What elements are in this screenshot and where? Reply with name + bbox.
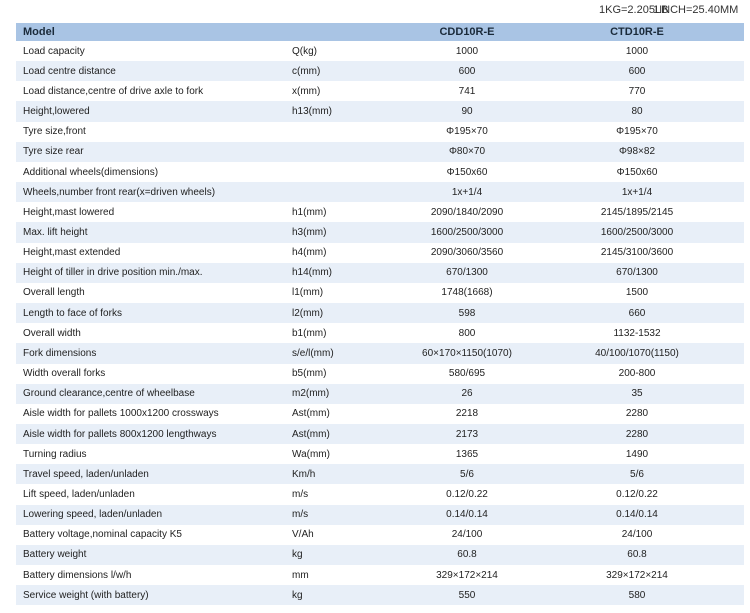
row-value-ctd10r-e: 0.14/0.14 xyxy=(616,509,658,521)
row-value-cdd10r-e: 5/6 xyxy=(460,468,474,480)
row-value-ctd10r-e: 580 xyxy=(628,589,646,601)
table-row xyxy=(16,41,744,61)
row-unit: kg xyxy=(292,589,303,601)
table-row xyxy=(16,444,744,464)
row-unit: Km/h xyxy=(292,468,316,480)
row-label: Load centre distance xyxy=(23,65,116,77)
row-label: Fork dimensions xyxy=(23,347,97,359)
row-unit: m2(mm) xyxy=(292,388,330,400)
row-value-cdd10r-e: 26 xyxy=(461,388,473,400)
table-row xyxy=(16,263,744,283)
table-row xyxy=(16,222,744,242)
row-value-cdd10r-e: 550 xyxy=(458,589,476,601)
table-row xyxy=(16,424,744,444)
table-row xyxy=(16,323,744,343)
table-body xyxy=(16,41,744,605)
row-label: Lift speed, laden/unladen xyxy=(23,489,135,501)
row-unit: Ast(mm) xyxy=(292,428,330,440)
row-unit: h13(mm) xyxy=(292,106,333,118)
row-value-ctd10r-e: Φ98×82 xyxy=(618,146,656,158)
row-label: Tyre size rear xyxy=(23,146,84,158)
row-value-ctd10r-e: 329×172×214 xyxy=(606,569,668,581)
row-value-cdd10r-e: 670/1300 xyxy=(446,267,488,279)
row-label: Width overall forks xyxy=(23,368,106,380)
row-value-cdd10r-e: 24/100 xyxy=(451,529,483,541)
table-row xyxy=(16,545,744,565)
row-value-ctd10r-e: 770 xyxy=(628,85,646,97)
table-row xyxy=(16,343,744,363)
header-model-ctd10r-e: CTD10R-E xyxy=(610,26,664,38)
row-unit: m/s xyxy=(292,509,309,521)
table-row xyxy=(16,484,744,504)
row-value-ctd10r-e: 5/6 xyxy=(630,468,644,480)
row-unit: s/e/l(mm) xyxy=(292,347,334,359)
table-row xyxy=(16,464,744,484)
header-model-cdd10r-e: CDD10R-E xyxy=(439,26,495,38)
row-value-cdd10r-e: 90 xyxy=(461,106,473,118)
row-value-cdd10r-e: 598 xyxy=(458,307,476,319)
row-unit: Q(kg) xyxy=(292,45,317,57)
row-label: Lowering speed, laden/unladen xyxy=(23,509,162,521)
row-value-cdd10r-e: 0.12/0.22 xyxy=(446,489,488,501)
row-value-ctd10r-e: Φ150x60 xyxy=(616,166,658,178)
row-unit: kg xyxy=(292,549,303,561)
row-value-ctd10r-e: 1132-1532 xyxy=(613,327,661,339)
table-row xyxy=(16,283,744,303)
table-row xyxy=(16,202,744,222)
row-value-ctd10r-e: 1000 xyxy=(625,45,649,57)
specification-table xyxy=(16,23,744,605)
row-value-cdd10r-e: 2218 xyxy=(455,408,479,420)
row-value-ctd10r-e: 60.8 xyxy=(627,549,647,561)
table-row xyxy=(16,81,744,101)
row-unit: mm xyxy=(292,569,309,581)
row-label: Ground clearance,centre of wheelbase xyxy=(23,388,195,400)
row-value-ctd10r-e: 600 xyxy=(628,65,646,77)
row-label: Additional wheels(dimensions) xyxy=(23,166,159,178)
row-unit: h1(mm) xyxy=(292,206,327,218)
row-unit: b1(mm) xyxy=(292,327,327,339)
table-row xyxy=(16,61,744,81)
table-row xyxy=(16,243,744,263)
row-value-cdd10r-e: 60×170×1150(1070) xyxy=(422,347,512,359)
row-value-cdd10r-e: 800 xyxy=(458,327,476,339)
table-row xyxy=(16,505,744,525)
table-row xyxy=(16,565,744,585)
row-label: Tyre size,front xyxy=(23,126,86,138)
table-row xyxy=(16,122,744,142)
row-value-cdd10r-e: 60.8 xyxy=(457,549,477,561)
row-value-ctd10r-e: 35 xyxy=(631,388,643,400)
row-unit: b5(mm) xyxy=(292,368,327,380)
row-value-cdd10r-e: Φ80×70 xyxy=(448,146,486,158)
row-value-cdd10r-e: 580/695 xyxy=(448,368,486,380)
row-value-cdd10r-e: 741 xyxy=(458,85,476,97)
row-label: Battery dimensions l/w/h xyxy=(23,569,132,581)
row-value-ctd10r-e: Φ195×70 xyxy=(616,126,658,138)
row-value-ctd10r-e: 1490 xyxy=(625,448,649,460)
row-label: Height,mast extended xyxy=(23,247,121,259)
row-label: Overall width xyxy=(23,327,81,339)
row-label: Height,mast lowered xyxy=(23,206,115,218)
row-unit: h14(mm) xyxy=(292,267,333,279)
row-value-cdd10r-e: 1x+1/4 xyxy=(451,186,483,198)
row-value-cdd10r-e: 1748(1668) xyxy=(441,287,493,299)
row-label: Max. lift height xyxy=(23,226,88,238)
row-value-cdd10r-e: 1600/2500/3000 xyxy=(430,226,504,238)
row-unit: l2(mm) xyxy=(292,307,324,319)
row-value-ctd10r-e: 670/1300 xyxy=(616,267,658,279)
row-value-ctd10r-e: 2145/3100/3600 xyxy=(600,247,674,259)
row-unit: m/s xyxy=(292,489,309,501)
row-label: Aisle width for pallets 800x1200 lengthways xyxy=(23,428,217,440)
row-value-ctd10r-e: 1x+1/4 xyxy=(621,186,653,198)
row-value-cdd10r-e: 1365 xyxy=(455,448,479,460)
row-label: Load distance,centre of drive axle to fork xyxy=(23,85,204,97)
row-value-ctd10r-e: 2280 xyxy=(625,428,649,440)
table-row xyxy=(16,182,744,202)
header-model: Model xyxy=(23,26,55,38)
row-value-cdd10r-e: 0.14/0.14 xyxy=(446,509,488,521)
row-label: Overall length xyxy=(23,287,85,299)
row-unit: x(mm) xyxy=(292,85,321,97)
table-row xyxy=(16,101,744,121)
row-label: Length to face of forks xyxy=(23,307,122,319)
table-row xyxy=(16,364,744,384)
table-row xyxy=(16,585,744,605)
row-value-ctd10r-e: 1600/2500/3000 xyxy=(600,226,674,238)
row-value-cdd10r-e: 2090/3060/3560 xyxy=(430,247,504,259)
row-label: Battery weight xyxy=(23,549,87,561)
row-label: Aisle width for pallets 1000x1200 crossways xyxy=(23,408,219,420)
row-unit: Ast(mm) xyxy=(292,408,330,420)
row-unit: V/Ah xyxy=(292,529,314,541)
row-value-ctd10r-e: 80 xyxy=(631,106,643,118)
row-label: Wheels,number front rear(x=driven wheels) xyxy=(23,186,216,198)
table-row xyxy=(16,525,744,545)
inch-mm-conversion: 1INCH=25.40MM xyxy=(653,4,739,16)
row-value-cdd10r-e: 600 xyxy=(458,65,476,77)
row-unit: c(mm) xyxy=(292,65,321,77)
row-value-ctd10r-e: 200-800 xyxy=(618,368,656,380)
row-value-ctd10r-e: 2280 xyxy=(625,408,649,420)
row-label: Turning radius xyxy=(23,448,87,460)
unit-conversion-note xyxy=(0,4,744,18)
table-row xyxy=(16,142,744,162)
row-value-cdd10r-e: 329×172×214 xyxy=(436,569,498,581)
row-value-ctd10r-e: 24/100 xyxy=(621,529,653,541)
row-label: Battery voltage,nominal capacity K5 xyxy=(23,529,182,541)
table-row xyxy=(16,384,744,404)
table-row xyxy=(16,162,744,182)
row-value-ctd10r-e: 1500 xyxy=(625,287,649,299)
row-label: Service weight (with battery) xyxy=(23,589,149,601)
row-value-ctd10r-e: 660 xyxy=(628,307,646,319)
row-label: Travel speed, laden/unladen xyxy=(23,468,149,480)
row-value-cdd10r-e: 2173 xyxy=(455,428,479,440)
row-value-ctd10r-e: 40/100/1070(1150) xyxy=(595,347,679,359)
row-value-ctd10r-e: 0.12/0.22 xyxy=(616,489,658,501)
row-unit: h3(mm) xyxy=(292,226,327,238)
table-header-row xyxy=(16,23,744,41)
table-row xyxy=(16,303,744,323)
row-value-ctd10r-e: 2145/1895/2145 xyxy=(600,206,674,218)
row-label: Load capacity xyxy=(23,45,85,57)
row-unit: l1(mm) xyxy=(292,287,324,299)
row-label: Height of tiller in drive position min./max. xyxy=(23,267,203,279)
row-unit: Wa(mm) xyxy=(292,448,330,460)
table-row xyxy=(16,404,744,424)
row-value-cdd10r-e: 2090/1840/2090 xyxy=(430,206,504,218)
kg-lb-conversion: 1KG=2.205LB xyxy=(599,4,669,16)
row-value-cdd10r-e: 1000 xyxy=(455,45,479,57)
row-label: Height,lowered xyxy=(23,106,90,118)
row-value-cdd10r-e: Φ195×70 xyxy=(446,126,488,138)
row-unit: h4(mm) xyxy=(292,247,327,259)
row-value-cdd10r-e: Φ150x60 xyxy=(446,166,488,178)
